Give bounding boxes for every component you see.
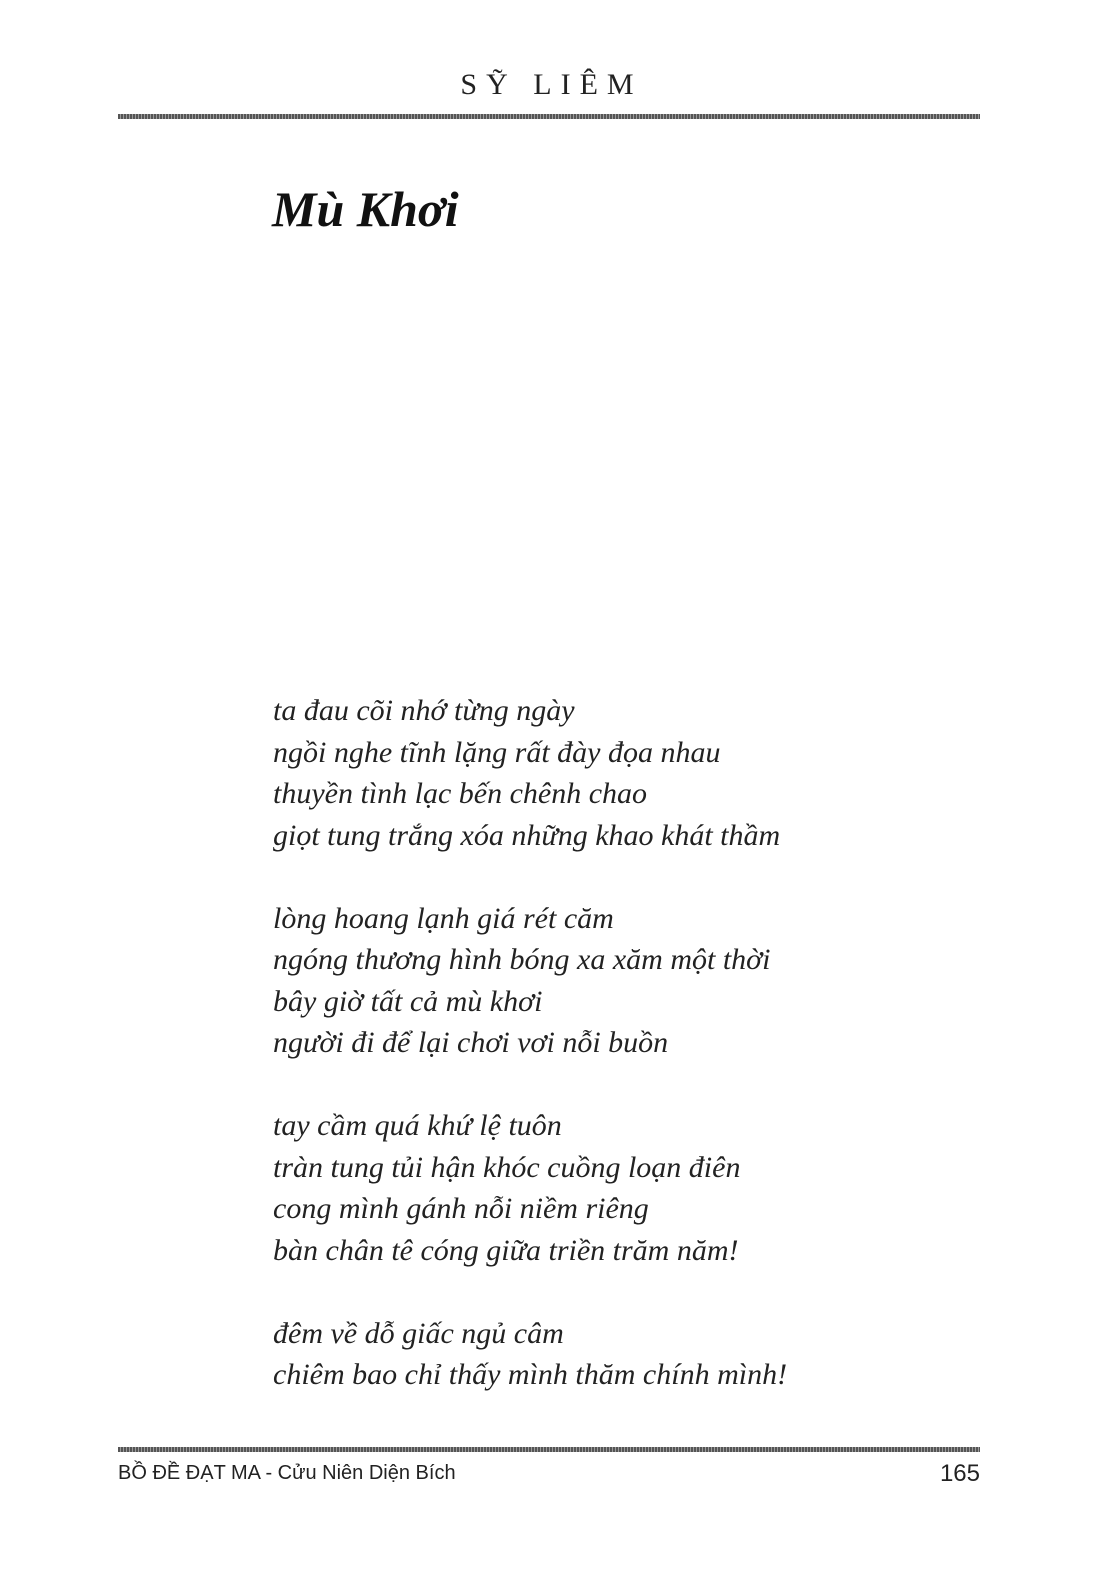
poem-line: chiêm bao chỉ thấy mình thăm chính mình! [273, 1358, 788, 1391]
poem-line: lòng hoang lạnh giá rét căm [273, 901, 614, 935]
footer-book-title: BỒ ĐỀ ĐẠT MA - Cửu Niên Diện Bích [118, 1462, 456, 1484]
poem-title: Mù Khơi [272, 181, 459, 237]
poem-line: thuyền tình lạc bến chênh chao [273, 777, 648, 810]
poem-line: bàn chân tê cóng giữa triền trăm năm! [273, 1233, 739, 1267]
stanza-1 [273, 690, 973, 856]
stanza-3 [273, 1105, 973, 1271]
poem-body [273, 690, 973, 1396]
page-number: 165 [939, 1460, 980, 1487]
stanza-2 [273, 898, 973, 1064]
poem-line: tràn tung tủi hận khóc cuồng loạn điên [273, 1150, 741, 1184]
poem-line: ta đau cõi nhớ từng ngày [273, 694, 575, 727]
running-header-author: SỸ LIÊM [460, 68, 643, 101]
poem-line: ngóng thương hình bóng xa xăm một thời [273, 943, 771, 976]
header-rule [118, 114, 980, 119]
poem-line: giọt tung trắng xóa những khao khát thầm [273, 818, 781, 852]
footer-rule [118, 1447, 980, 1452]
poem-line: cong mình gánh nỗi niềm riêng [273, 1192, 649, 1225]
stanza-4 [273, 1313, 973, 1396]
poem-line: bây giờ tất cả mù khơi [273, 984, 543, 1018]
poem-line: tay cầm quá khứ lệ tuôn [273, 1109, 562, 1142]
poem-line: đêm về dỗ giấc ngủ câm [273, 1316, 564, 1350]
poem-line: ngồi nghe tĩnh lặng rất đày đọa nhau [273, 735, 721, 769]
poem-line: người đi để lại chơi vơi nỗi buồn [273, 1026, 669, 1059]
